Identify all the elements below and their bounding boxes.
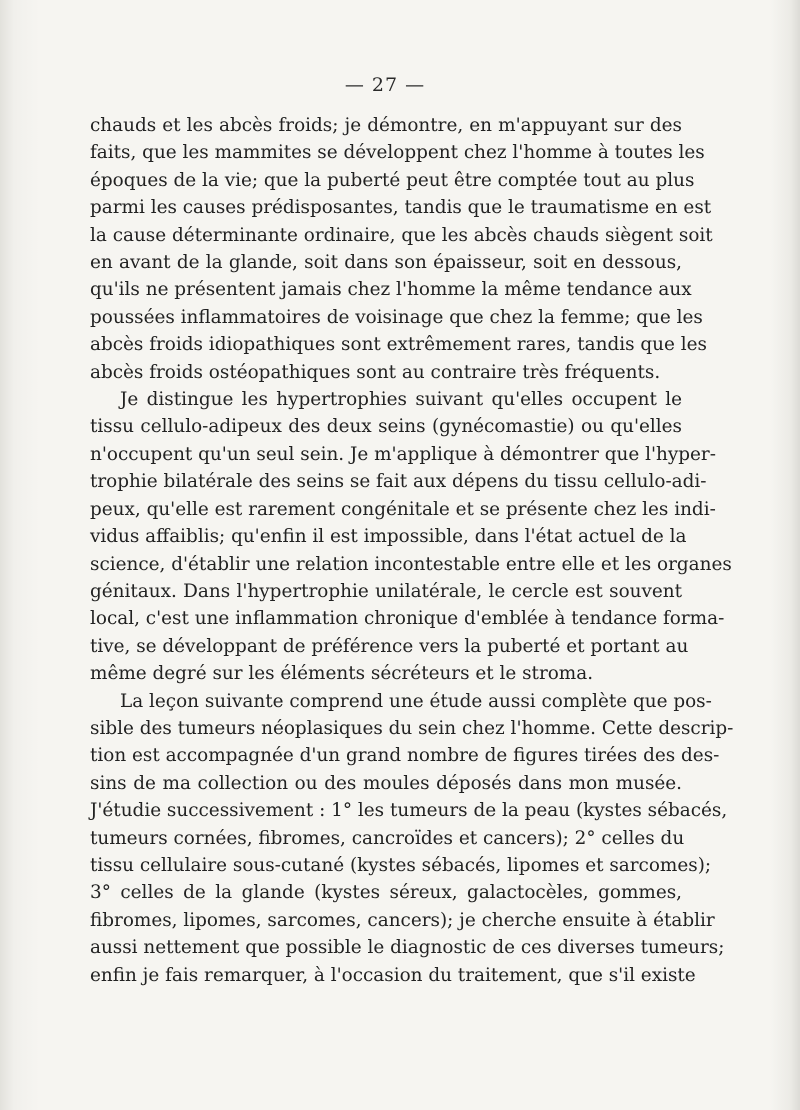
page-number: — 27 — xyxy=(344,74,426,96)
text-line: aussi nettement que possible le diagnostic de ces diverses tumeurs; xyxy=(90,937,725,959)
text-line: faits, que les mammites se développent chez l'homme à toutes les xyxy=(90,142,705,164)
body-text xyxy=(90,112,734,989)
text-line: génitaux. Dans l'hypertrophie unilatérale, le cercle est souvent xyxy=(90,580,682,602)
text-line: fibromes, lipomes, sarcomes, cancers); je cherche ensuite à établir xyxy=(90,909,715,931)
text-line: J'étudie successivement : 1° les tumeurs de la peau (kystes sébacés, xyxy=(90,800,728,822)
text-line: époques de la vie; que la puberté peut être comptée tout au plus xyxy=(90,169,695,191)
text-line: 3° celles de la glande (kystes séreux, galactocèles, gommes, xyxy=(90,882,682,904)
text-line: en avant de la glande, soit dans son épaisseur, soit en dessous, xyxy=(90,252,682,274)
text-line: trophie bilatérale des seins se fait aux dépens du tissu cellulo-adi- xyxy=(90,471,707,493)
text-line: tissu cellulo-adipeux des deux seins (gynécomastie) ou qu'elles xyxy=(90,416,682,438)
text-line: sible des tumeurs néoplasiques du sein chez l'homme. Cette descrip- xyxy=(90,717,734,739)
text-line: la cause déterminante ordinaire, que les abcès chauds siègent soit xyxy=(90,224,713,246)
text-line: tissu cellulaire sous-cutané (kystes sébacés, lipomes et sarcomes); xyxy=(90,854,712,876)
text-line: peux, qu'elle est rarement congénitale et se présente chez les indi- xyxy=(90,498,716,520)
text-line: tumeurs cornées, fibromes, cancroïdes et cancers); 2° celles du xyxy=(90,827,685,849)
text-line: tion est accompagnée d'un grand nombre de figures tirées des des- xyxy=(90,745,720,767)
text-line: science, d'établir une relation incontestable entre elle et les organes xyxy=(90,553,732,575)
text-line: n'occupent qu'un seul sein. Je m'applique à démontrer que l'hyper- xyxy=(90,443,716,465)
text-line: même degré sur les éléments sécréteurs et le stroma. xyxy=(90,663,594,685)
text-line: sins de ma collection ou des moules déposés dans mon musée. xyxy=(90,772,682,794)
text-line: La leçon suivante comprend une étude aussi complète que pos- xyxy=(120,690,712,712)
text-line: enfin je fais remarquer, à l'occasion du traitement, que s'il existe xyxy=(90,964,696,986)
text-line: abcès froids idiopathiques sont extrêmement rares, tandis que les xyxy=(90,334,707,356)
text-line: chauds et les abcès froids; je démontre, en m'appuyant sur des xyxy=(90,115,682,136)
text-line: parmi les causes prédisposantes, tandis que le traumatisme en est xyxy=(90,197,712,219)
text-line: local, c'est une inflammation chronique d'emblée à tendance forma- xyxy=(90,608,725,630)
text-line: poussées inflammatoires de voisinage que chez la femme; que les xyxy=(90,306,703,328)
text-line: vidus affaiblis; qu'enfin il est impossible, dans l'état actuel de la xyxy=(90,526,687,548)
text-line: tive, se développant de préférence vers la puberté et portant au xyxy=(90,635,689,657)
text-line: Je distingue les hypertrophies suivant qu'elles occupent le xyxy=(120,389,682,411)
text-line: qu'ils ne présentent jamais chez l'homme la même tendance aux xyxy=(90,279,692,301)
text-line: abcès froids ostéopathiques sont au contraire très fréquents. xyxy=(90,361,661,383)
